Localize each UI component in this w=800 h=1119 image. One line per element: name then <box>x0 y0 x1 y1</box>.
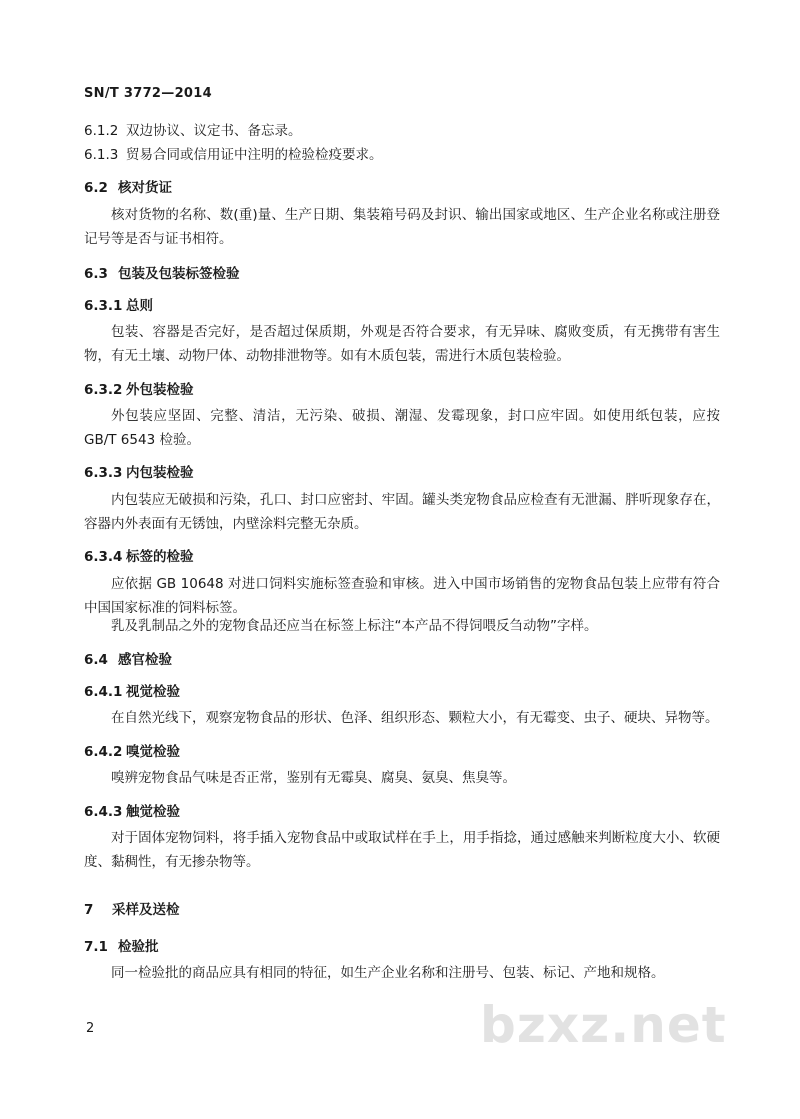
section-title: 内包装检验 <box>126 465 194 481</box>
section-title: 外包装检验 <box>126 382 194 398</box>
section-number: 6.3.2 <box>84 382 123 398</box>
section-number: 7.1 <box>84 939 108 955</box>
section-title: 检验批 <box>118 939 159 955</box>
paragraph-6-2: 核对货物的名称、数(重)量、生产日期、集装箱号码及封识、输出国家或地区、生产企业名称或注册登记号等是否与证书相符。 <box>84 207 720 247</box>
page-number: 2 <box>86 1021 95 1036</box>
section-number: 6.3.3 <box>84 465 123 481</box>
section-number: 6.4.2 <box>84 744 123 760</box>
section-title: 嗅觉检验 <box>126 744 180 760</box>
section-number: 6.4.1 <box>84 684 123 700</box>
section-heading-6-3-4 <box>84 545 194 565</box>
section-heading-7-1 <box>84 935 159 955</box>
paragraph-6-4-3: 对于固体宠物饲料，将手插入宠物食品中或取试样在手上，用手指捻，通过感触来判断粒度大小、软硬度、黏稠性，有无掺杂物等。 <box>84 830 720 870</box>
item-number: 6.1.3 <box>84 147 119 163</box>
section-heading-6-3-1 <box>84 294 153 314</box>
section-number: 6.3 <box>84 266 108 282</box>
watermark-logo: bzxz.net <box>480 996 727 1054</box>
section-title: 包装及包装标签检验 <box>118 266 240 282</box>
item-number: 6.1.2 <box>84 123 119 139</box>
section-heading-6-2 <box>84 176 172 196</box>
item-6-1-2 <box>84 119 302 139</box>
paragraph-6-3-4-a: 应依据 GB 10648 对进口饲料实施标签查验和审核。进入中国市场销售的宠物食品包装上应带有符合中国国家标准的饲料标签。 <box>84 576 720 616</box>
section-number: 6.4 <box>84 652 108 668</box>
item-text: 贸易合同或信用证中注明的检验检疫要求。 <box>126 147 383 163</box>
section-title: 总则 <box>126 298 153 314</box>
standard-code-header: SN/T 3772—2014 <box>84 86 212 101</box>
section-heading-6-3 <box>84 262 240 282</box>
item-text: 双边协议、议定书、备忘录。 <box>126 123 302 139</box>
section-number: 6.2 <box>84 180 108 196</box>
section-heading-7 <box>84 898 180 918</box>
item-6-1-3 <box>84 143 383 163</box>
section-title: 感官检验 <box>118 652 172 668</box>
paragraph-6-3-4-b: 乳及乳制品之外的宠物食品还应当在标签上标注“本产品不得饲喂反刍动物”字样。 <box>111 618 598 634</box>
section-heading-6-4 <box>84 648 172 668</box>
section-title: 视觉检验 <box>126 684 180 700</box>
section-title: 标签的检验 <box>126 549 194 565</box>
section-number: 6.3.4 <box>84 549 123 565</box>
section-heading-6-3-2 <box>84 378 194 398</box>
section-number: 6.4.3 <box>84 804 123 820</box>
paragraph-6-3-2: 外包装应坚固、完整、清洁，无污染、破损、潮湿、发霉现象，封口应牢固。如使用纸包装，应按GB/T 6543 检验。 <box>84 408 720 448</box>
paragraph-6-3-3: 内包装应无破损和污染，孔口、封口应密封、牢固。罐头类宠物食品应检查有无泄漏、胖听现象存在，容器内外表面有无锈蚀，内壁涂料完整无杂质。 <box>84 492 720 532</box>
section-heading-6-3-3 <box>84 461 194 481</box>
paragraph-6-4-2: 嗅辨宠物食品气味是否正常，鉴别有无霉臭、腐臭、氨臭、焦臭等。 <box>111 770 516 786</box>
paragraph-6-4-1: 在自然光线下，观察宠物食品的形状、色泽、组织形态、颗粒大小，有无霉变、虫子、硬块、异物等。 <box>111 710 719 726</box>
section-heading-6-4-1 <box>84 680 180 700</box>
section-heading-6-4-3 <box>84 800 180 820</box>
section-heading-6-4-2 <box>84 740 180 760</box>
section-title: 触觉检验 <box>126 804 180 820</box>
paragraph-7-1: 同一检验批的商品应具有相同的特征，如生产企业名称和注册号、包装、标记、产地和规格。 <box>111 965 665 981</box>
section-number: 7 <box>84 902 94 918</box>
section-title: 核对货证 <box>118 180 172 196</box>
section-title: 采样及送检 <box>112 902 180 918</box>
section-number: 6.3.1 <box>84 298 123 314</box>
paragraph-6-3-1: 包装、容器是否完好，是否超过保质期，外观是否符合要求，有无异味、腐败变质，有无携带有害生物，有无土壤、动物尸体、动物排泄物等。如有木质包装，需进行木质包装检验。 <box>84 324 720 364</box>
